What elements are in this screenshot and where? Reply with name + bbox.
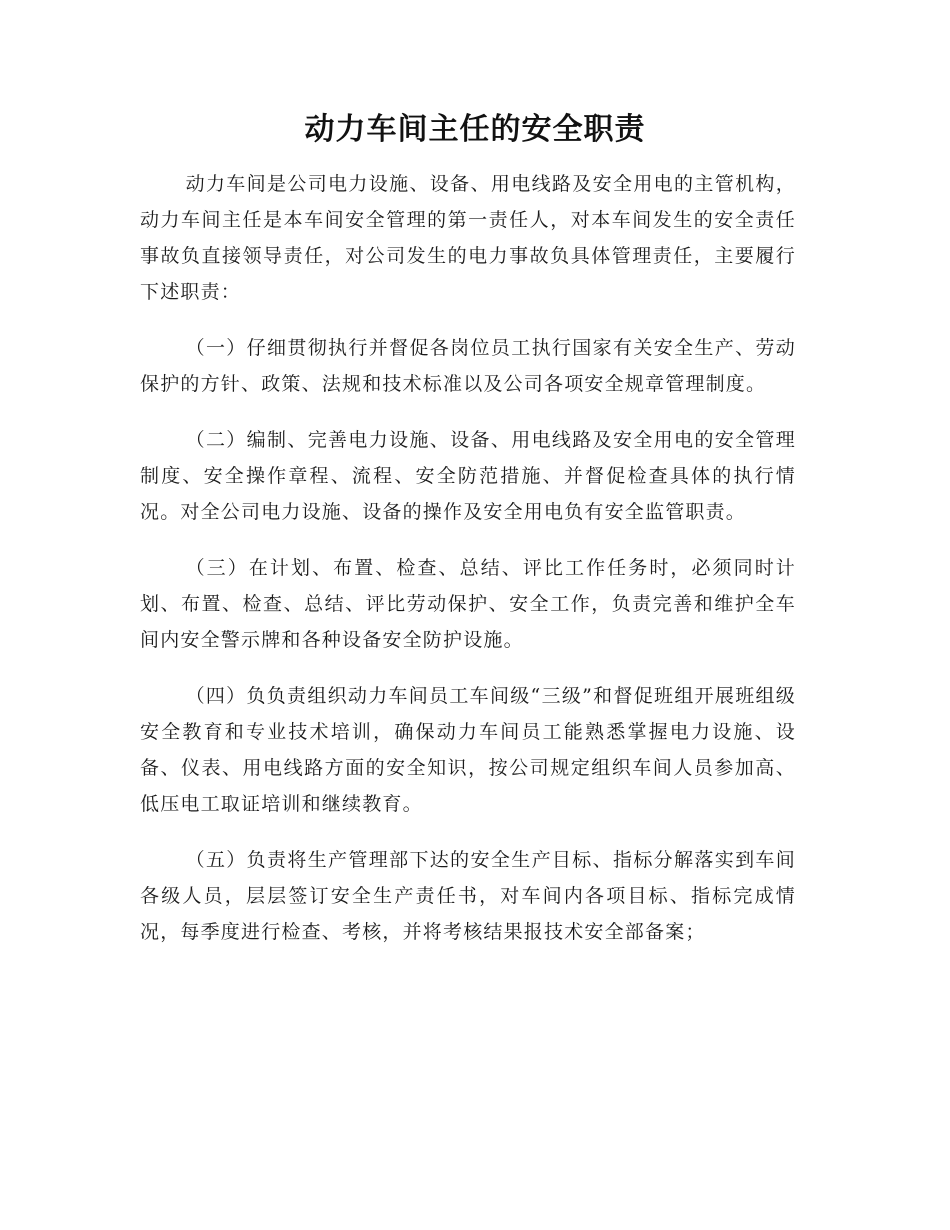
paragraph-item-4: （四）负负责组织动力车间员工车间级“三级”和督促班组开展班组级安全教育和专业技术培训，确保动力车间员工能熟悉掌握电力设施、设备、仪表、用电线路方面的安全知识，按公司规定组织车间人员参加高、低压电工取证培训和继续教育。 [140, 685, 796, 815]
paragraph-intro: 动力车间是公司电力设施、设备、用电线路及安全用电的主管机构，动力车间主任是本车间安全管理的第一责任人，对本车间发生的安全责任事故负直接领导责任，对公司发生的电力事故负具体管理责任，主要履行下述职责： [140, 173, 796, 303]
paragraph-item-1: （一）仔细贯彻执行并督促各岗位员工执行国家有关安全生产、劳动保护的方针、政策、法规和技术标准以及公司各项安全规章管理制度。 [140, 337, 796, 395]
document-body [140, 166, 796, 970]
document-title: 动力车间主任的安全职责 [304, 112, 646, 147]
paragraph-item-2: （二）编制、完善电力设施、设备、用电线路及安全用电的安全管理制度、安全操作章程、流程、安全防范措施、并督促检查具体的执行情况。对全公司电力设施、设备的操作及安全用电负有安全监管职责。 [140, 429, 796, 523]
paragraph-item-5: （五）负责将生产管理部下达的安全生产目标、指标分解落实到车间各级人员，层层签订安全生产责任书，对车间内各项目标、指标完成情况，每季度进行检查、考核，并将考核结果报技术安全部备案； [140, 849, 796, 943]
paragraph-item-3: （三）在计划、布置、检查、总结、评比工作任务时，必须同时计划、布置、检查、总结、评比劳动保护、安全工作，负责完善和维护全车间内安全警示牌和各种设备安全防护设施。 [140, 557, 796, 651]
